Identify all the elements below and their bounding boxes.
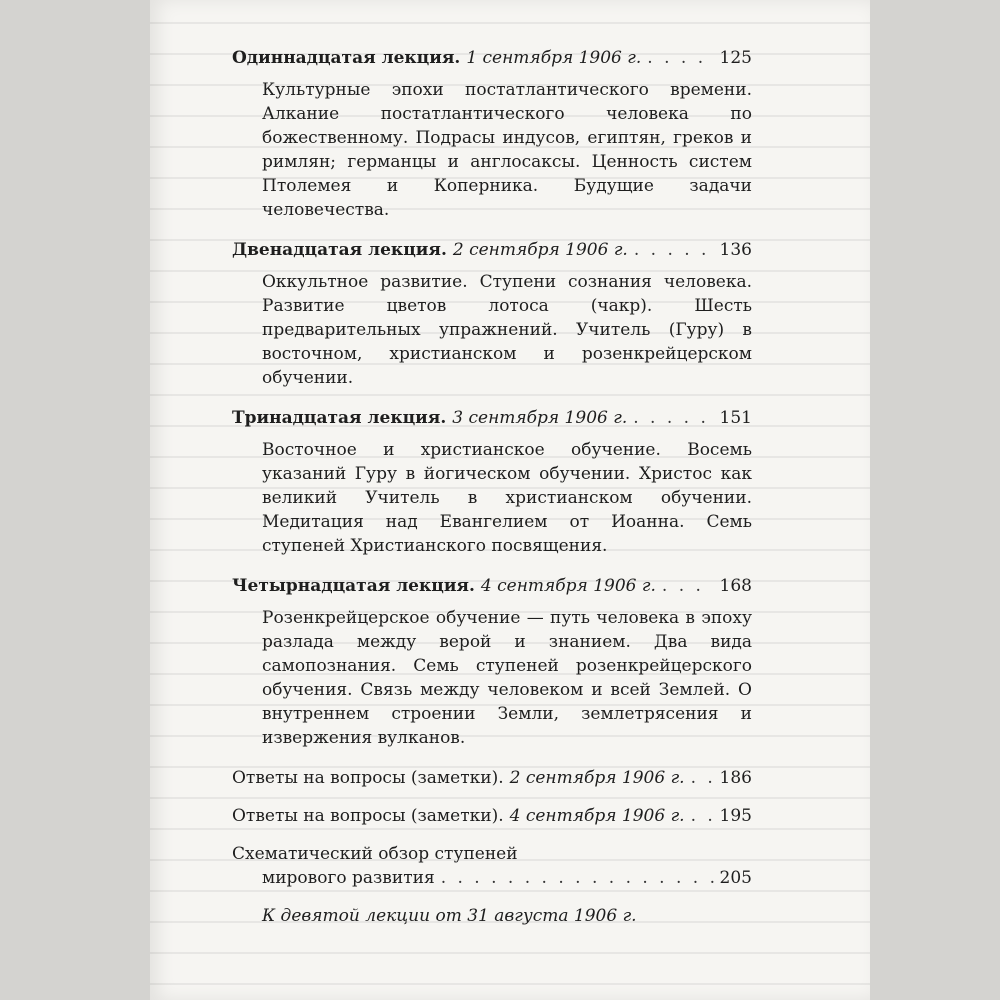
answers-date: 2 сентября 1906 г. (509, 768, 685, 788)
leader-dots (662, 574, 714, 598)
lecture-date: 1 сентября 1906 г. (466, 48, 642, 68)
toc-entry-heading (232, 574, 752, 598)
page-number: 151 (719, 408, 752, 428)
leader-dots (633, 406, 713, 430)
lecture-title: Четырнадцатая лекция. (232, 576, 475, 596)
leader-dots (691, 804, 714, 828)
schema-title-line2-row (232, 866, 752, 890)
toc-entry (232, 238, 752, 390)
lecture-description: Восточное и христианское обучение. Восемь указаний Гуру в йогическом обучении. Христос как великий Учитель в христианском обучении. Медитация над Евангелием от Иоанна. Семь ступеней Христианского посвящения. (262, 440, 752, 556)
leader-dots (691, 766, 714, 790)
page-number: 136 (719, 240, 752, 260)
lecture-title: Двенадцатая лекция. (232, 240, 447, 260)
page-number: 195 (719, 806, 752, 826)
schema-title-line1: Схематический обзор ступеней (232, 844, 518, 864)
page-number: 186 (719, 768, 752, 788)
toc-entry-heading (232, 238, 752, 262)
lecture-description: Розенкрейцерское обучение — путь человека в эпоху разлада между верой и знанием. Два вида самопознания. Семь ступеней розенкрейцерского обучения. Связь между человеком и всей Землей. О внутреннем строении Земли, землетрясения и извержения вулканов. (262, 608, 752, 748)
page-number: 205 (719, 868, 752, 888)
page-number: 125 (719, 48, 752, 68)
toc-entry-heading (232, 46, 752, 70)
lecture-date: 2 сентября 1906 г. (452, 240, 628, 260)
toc-entry (232, 574, 752, 750)
toc-entry-heading (232, 406, 752, 430)
answers-date: 4 сентября 1906 г. (509, 806, 685, 826)
toc-entry-schema (232, 842, 752, 890)
lecture-description: Культурные эпохи постатлантического времени. Алкание постатлантического человека по божественному. Подрасы индусов, египтян, греков и римлян; германцы и англосаксы. Ценность систем Птолемея и Коперника. Будущие задачи человечества. (262, 80, 752, 220)
toc-entry (232, 406, 752, 558)
lecture-date: 3 сентября 1906 г. (452, 408, 628, 428)
toc-entry (232, 46, 752, 222)
leader-dots (441, 866, 714, 890)
answers-title: Ответы на вопросы (заметки). (232, 806, 504, 826)
lecture-description: Оккультное развитие. Ступени сознания человека. Развитие цветов лотоса (чакр). Шесть предварительных упражнений. Учитель (Гуру) в восточном, христианском и розенкрейцерском обучении. (262, 272, 752, 388)
lecture-title: Тринадцатая лекция. (232, 408, 447, 428)
toc-entry-heading (232, 804, 752, 828)
toc-entry-answers (232, 766, 752, 790)
leader-dots (647, 46, 713, 70)
leader-dots (634, 238, 714, 262)
lecture-title: Одиннадцатая лекция. (232, 48, 461, 68)
schema-title-line2: мирового развития (262, 868, 435, 888)
answers-title: Ответы на вопросы (заметки). (232, 768, 504, 788)
toc-entry-heading (232, 766, 752, 790)
page-number: 168 (719, 576, 752, 596)
lecture-date: 4 сентября 1906 г. (480, 576, 656, 596)
footer-note: К девятой лекции от 31 августа 1906 г. (262, 906, 637, 926)
toc-entry-answers (232, 804, 752, 828)
table-of-contents (232, 46, 752, 928)
